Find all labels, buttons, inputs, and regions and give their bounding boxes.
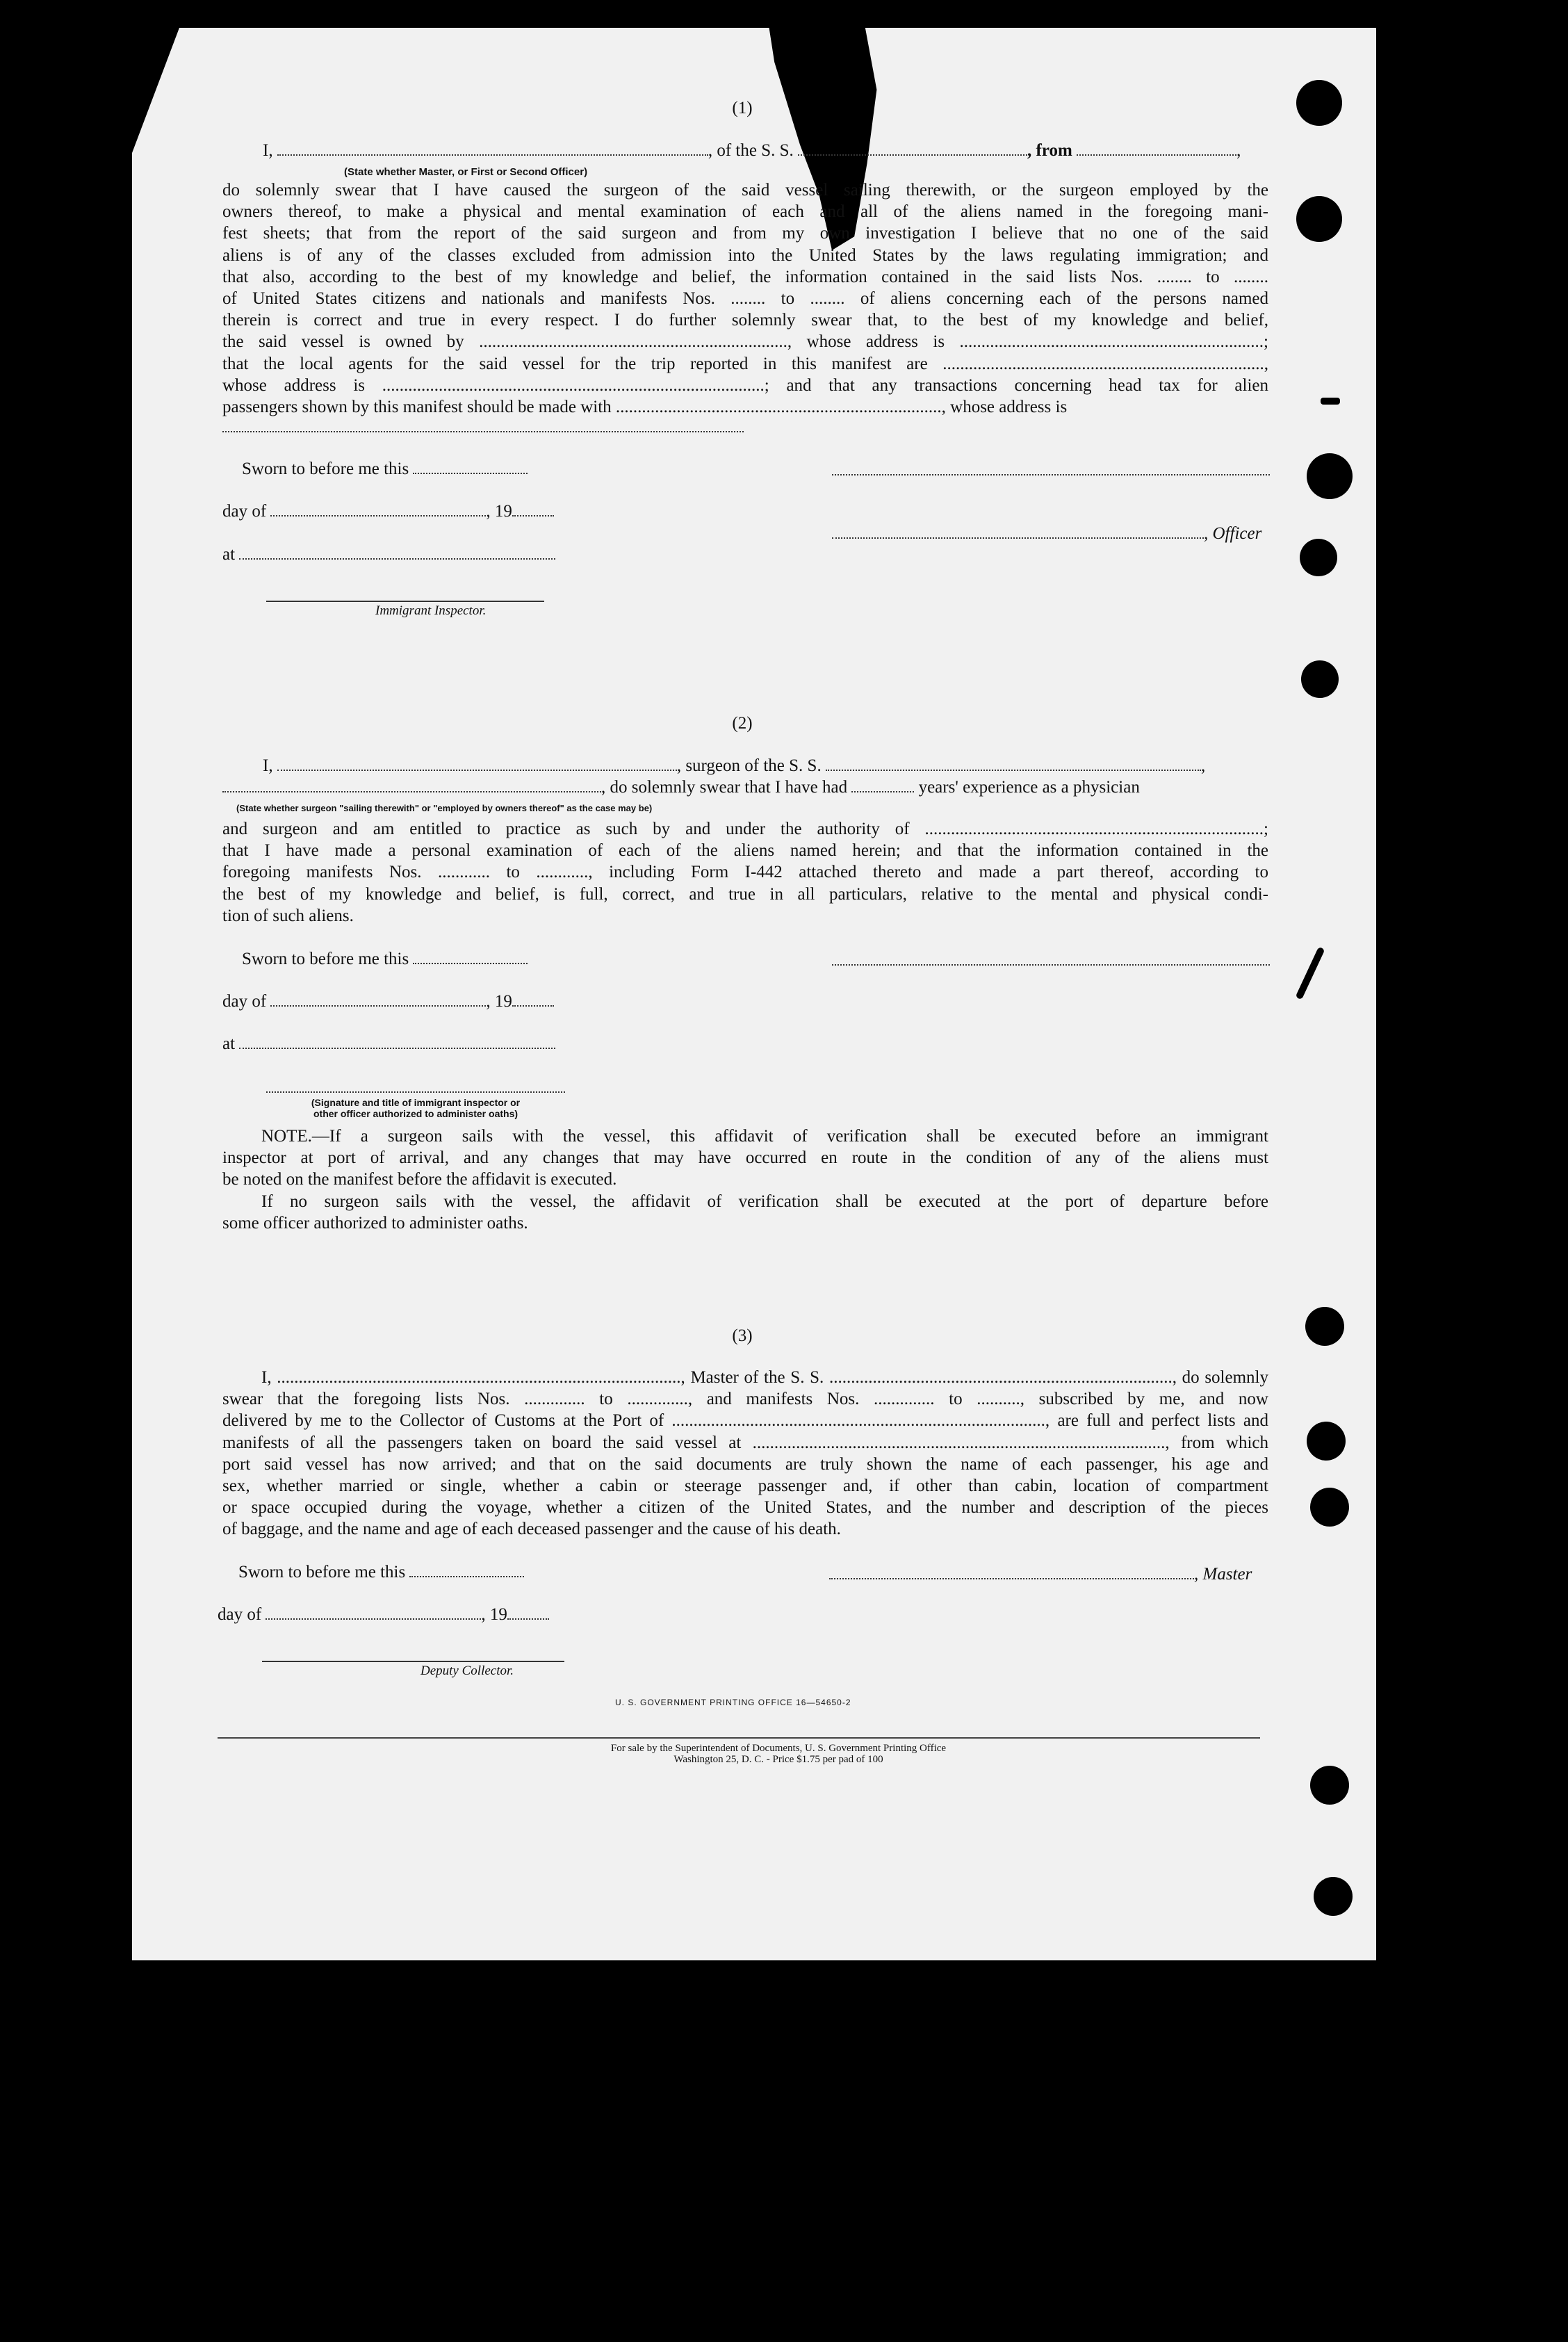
ink-mark bbox=[1321, 398, 1340, 405]
body-line: port said vessel has now arrived; and that on the said documents are truly shown the name of each passenger, his age and bbox=[222, 1454, 1268, 1474]
body-line: swear that the foregoing lists Nos. .............. to .............., and manifests Nos. .............. to .........., subscribed by me, and now bbox=[222, 1390, 1268, 1409]
day-of-line-2: day of , 19 bbox=[222, 991, 554, 1012]
surgeon-status-caption: (State whether surgeon "sailing therewith" or "employed by owners thereof" as the case may be) bbox=[236, 803, 653, 813]
officer-rank-caption: (State whether Master, or First or Second Officer) bbox=[344, 166, 588, 178]
punch-hole bbox=[1307, 453, 1353, 499]
body-line: the said vessel is owned by ......................................................................., whose address is ......................................................................; bbox=[222, 332, 1268, 352]
body-line: owners thereof, to make a physical and mental examination of each and all of the aliens named in the foregoing mani- bbox=[222, 202, 1268, 222]
year-field[interactable] bbox=[512, 991, 554, 1007]
punch-hole bbox=[1300, 539, 1337, 576]
officer-rank-field[interactable] bbox=[277, 140, 708, 156]
years-field[interactable] bbox=[851, 777, 914, 792]
footer-rule bbox=[218, 1737, 1260, 1739]
body-line: I, ............................................................................................., Master of the S. S. ..............................................................................., do solemnly bbox=[261, 1368, 1268, 1387]
day-of-line-1: day of , 19 bbox=[222, 501, 554, 522]
note-line: NOTE.—If a surgeon sails with the vessel, this affidavit of verification shall be executed before an immigrant bbox=[261, 1127, 1268, 1146]
master-signature-field[interactable] bbox=[829, 1564, 1194, 1579]
punch-hole bbox=[1307, 1422, 1346, 1461]
section-3-body bbox=[222, 1367, 1268, 1540]
punch-hole bbox=[1296, 196, 1342, 242]
officer-line: , Officer bbox=[832, 523, 1261, 544]
from-port-field[interactable] bbox=[1077, 140, 1236, 156]
collector-caption: Deputy Collector. bbox=[420, 1664, 514, 1678]
body-line: fest sheets; that from the report of the said surgeon and from my own investigation I believe that no one of the said bbox=[222, 224, 1268, 243]
footer-text: For sale by the Superintendent of Documents, U. S. Government Printing Office Washington 25, D. C. - Price $1.75 per pad of 100 bbox=[610, 1743, 947, 1765]
section-2-line-1: I, , surgeon of the S. S. , bbox=[263, 756, 1206, 775]
at-place-field[interactable] bbox=[239, 544, 555, 560]
surgeon-signature-line[interactable] bbox=[832, 963, 1270, 966]
signature-caption: (Signature and title of immigrant inspector or other officer authorized to administer oaths) bbox=[311, 1097, 521, 1119]
body-line: of baggage, and the name and age of each deceased passenger and the cause of his death. bbox=[222, 1520, 841, 1539]
body-line: that the local agents for the said vessel for the trip reported in this manifest are .........................................................................., bbox=[222, 354, 1268, 373]
month-field[interactable] bbox=[266, 1604, 481, 1620]
sworn-day-field[interactable] bbox=[413, 459, 528, 474]
day-of-line-3: day of , 19 bbox=[218, 1604, 549, 1625]
body-line: aliens is of any of the classes excluded from admission into the United States by the laws regulating immigration; and bbox=[222, 245, 1268, 265]
sworn-day-field[interactable] bbox=[413, 949, 528, 964]
section-2-line-2: , do solemnly swear that I have had years' experience as a physician bbox=[222, 776, 1140, 798]
section-1-number: (1) bbox=[732, 99, 753, 117]
section-2-number: (2) bbox=[732, 714, 753, 733]
vessel-name-field[interactable] bbox=[798, 140, 1027, 156]
sworn-line-3: Sworn to before me this bbox=[238, 1561, 524, 1583]
sworn-line-2: Sworn to before me this bbox=[242, 948, 528, 970]
section-1-body bbox=[222, 179, 1268, 418]
year-field[interactable] bbox=[512, 501, 554, 517]
body-line: therein is correct and true in every respect. I do further solemnly swear that, to the best of my knowledge and belief, bbox=[222, 311, 1268, 330]
body-line: passengers shown by this manifest should be made with ..........................................................................., whose address is bbox=[222, 398, 1068, 417]
section-1-line-1: I, , of the S. S. , from , bbox=[263, 141, 1241, 160]
officer-signature-line[interactable] bbox=[832, 473, 1270, 475]
year-field[interactable] bbox=[507, 1604, 549, 1620]
vessel-name-field[interactable] bbox=[826, 756, 1201, 771]
inspector-caption: Immigrant Inspector. bbox=[375, 603, 487, 618]
at-line-1: at bbox=[222, 544, 555, 565]
officer-signature-line[interactable] bbox=[266, 1090, 565, 1093]
body-line: of United States citizens and nationals and manifests Nos. ........ to ........ of aliens concerning each of the persons named bbox=[222, 289, 1268, 309]
at-place-field[interactable] bbox=[239, 1034, 555, 1049]
body-line: foregoing manifests Nos. ............ to ............, including Form I-442 attached thereto and made a part thereof, according to bbox=[222, 863, 1268, 882]
punch-hole bbox=[1310, 1488, 1349, 1527]
month-field[interactable] bbox=[270, 991, 486, 1007]
body-line: that I have made a personal examination of each of the aliens named herein; and that the information contained in the bbox=[222, 841, 1268, 861]
blank-line bbox=[222, 430, 744, 432]
sworn-day-field[interactable] bbox=[409, 1562, 524, 1577]
note-line: If no surgeon sails with the vessel, the affidavit of verification shall be executed at the port of departure before bbox=[261, 1192, 1268, 1211]
collector-signature-line[interactable] bbox=[262, 1659, 564, 1662]
punch-hole bbox=[1296, 80, 1342, 126]
note-line: be noted on the manifest before the affidavit is executed. bbox=[222, 1170, 617, 1189]
body-line: the best of my knowledge and belief, is full, correct, and true in all particulars, relative to the mental and physical condi- bbox=[222, 884, 1268, 904]
punch-hole bbox=[1314, 1877, 1353, 1916]
printing-office-mark: U. S. GOVERNMENT PRINTING OFFICE 16—54650-2 bbox=[615, 1698, 851, 1707]
note-line: some officer authorized to administer oaths. bbox=[222, 1213, 528, 1233]
officer-name-field[interactable] bbox=[832, 523, 1204, 539]
body-line: do solemnly swear that I have caused the surgeon of the said vessel sailing therewith, or the surgeon employed by the bbox=[222, 181, 1268, 200]
surgeon-name-field[interactable] bbox=[277, 756, 677, 771]
surgeon-status-field[interactable] bbox=[222, 777, 601, 792]
at-line-2: at bbox=[222, 1033, 555, 1055]
note-line: inspector at port of arrival, and any changes that may have occurred en route in the condition of any of the aliens must bbox=[222, 1148, 1268, 1168]
body-line: or space occupied during the voyage, whether a citizen of the United States, and the number and description of the pieces bbox=[222, 1498, 1268, 1518]
section-2-body bbox=[222, 818, 1268, 927]
section-3-number: (3) bbox=[732, 1326, 753, 1345]
month-field[interactable] bbox=[270, 501, 486, 517]
body-line: sex, whether married or single, whether a cabin or steerage passenger and, if other than cabin, location of compartment bbox=[222, 1477, 1268, 1496]
body-line: delivered by me to the Collector of Customs at the Port of ......................................................................................, are full and perfect lists and bbox=[222, 1411, 1268, 1431]
body-line: tion of such aliens. bbox=[222, 906, 354, 925]
body-line: whose address is ........................................................................................; and that any transactions concerning head tax for alien bbox=[222, 375, 1268, 395]
body-line: that also, according to the best of my knowledge and belief, the information contained in the said lists Nos. ........ to ........ bbox=[222, 267, 1268, 286]
body-line: manifests of all the passengers taken on board the said vessel at ..............................................................................................., from which bbox=[222, 1433, 1268, 1452]
inspector-signature-line[interactable] bbox=[266, 599, 544, 602]
section-2-note bbox=[222, 1125, 1268, 1234]
body-line: and surgeon and am entitled to practice as such by and under the authority of ..............................................................................; bbox=[222, 820, 1268, 838]
punch-hole bbox=[1301, 660, 1339, 698]
sworn-line-1: Sworn to before me this bbox=[242, 458, 528, 480]
punch-hole bbox=[1310, 1766, 1349, 1805]
master-line: , Master bbox=[829, 1563, 1252, 1585]
punch-hole bbox=[1305, 1307, 1344, 1346]
